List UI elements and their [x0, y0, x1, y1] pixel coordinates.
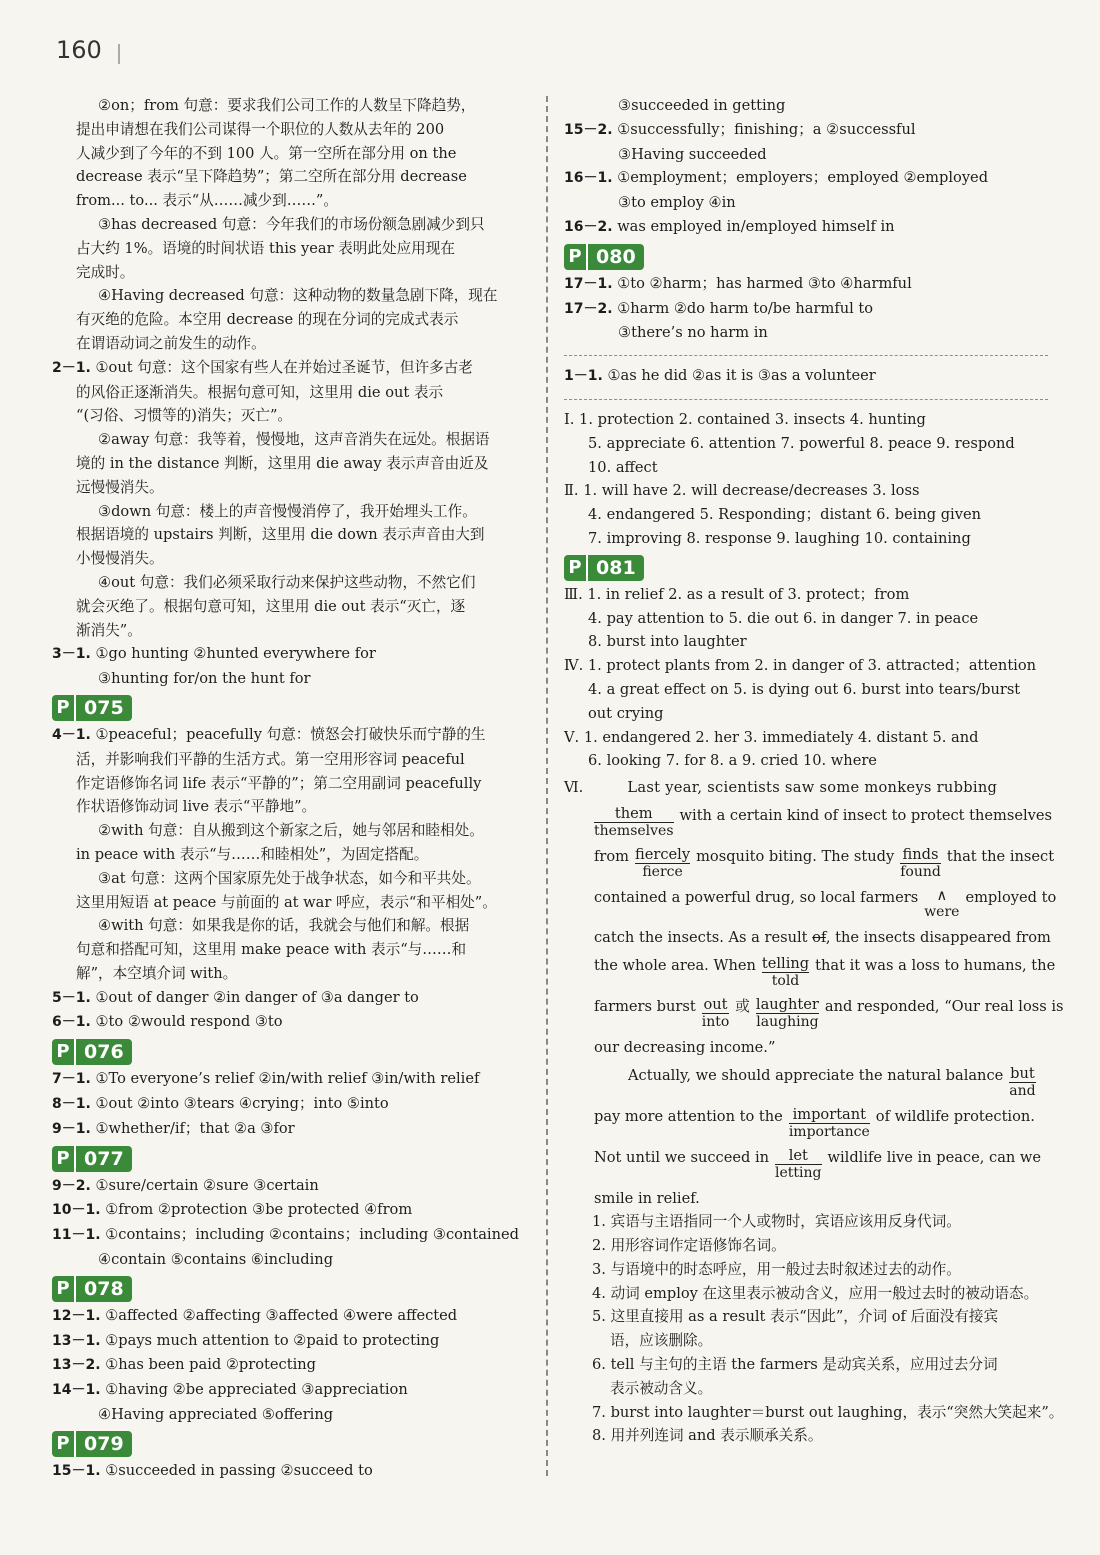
- original-word: them: [594, 805, 674, 823]
- answer-line: ②away 句意：我等着，慢慢地，这声音消失在远处。根据语: [98, 431, 490, 449]
- essay-text: the whole area. When: [594, 957, 756, 975]
- answer-line: 人减少到了今年的不到 100 人。第一空所在部分用 on the: [76, 144, 457, 162]
- left-column: [52, 94, 528, 1484]
- answer-line: 根据语境的 upstairs 判断，这里用 die down 表示声音由大到: [76, 526, 485, 544]
- answer-line: [52, 1223, 528, 1248]
- answer-line: 句意和搭配可知，这里用 make peace with 表示“与……和: [76, 941, 467, 959]
- answer-line: ③there’s no harm in: [618, 324, 768, 342]
- answer-text: ①affected ②affecting ③affected ④were affected: [105, 1306, 458, 1324]
- badge-p-icon: P: [52, 1146, 74, 1172]
- badge-p-icon: P: [564, 244, 586, 270]
- exercise-line: Ⅲ. 1. in relief 2. as a result of 3. protect；from: [564, 585, 910, 603]
- answer-line: [52, 723, 528, 748]
- original-word: out: [703, 996, 728, 1014]
- answer-text: ①to ②would respond ③to: [95, 1013, 283, 1031]
- original-word: finds: [900, 846, 941, 864]
- question-number: 4－1.: [52, 726, 91, 743]
- exercise-line: 8. burst into laughter: [588, 633, 747, 651]
- answer-line: [52, 1010, 528, 1035]
- answer-line: ③to employ ④in: [618, 194, 736, 212]
- corrected-word: found: [900, 864, 941, 881]
- explanation-line: 表示被动含义。: [610, 1379, 713, 1397]
- correction: [702, 996, 730, 1031]
- answer-line: [564, 364, 1038, 389]
- question-number: 16－1.: [564, 170, 613, 187]
- essay-text: our decreasing income.”: [594, 1039, 776, 1057]
- question-number: 10－1.: [52, 1202, 101, 1219]
- badge-p-icon: P: [52, 695, 74, 721]
- answer-text: ①from ②protection ③be protected ④from: [105, 1201, 413, 1219]
- insert-caret-icon: ∧: [936, 887, 948, 905]
- answer-text: was employed in/employed himself in: [617, 217, 895, 235]
- page-badge-081: [564, 555, 644, 581]
- answer-line: [52, 1378, 528, 1403]
- answer-text: ①has been paid ②protecting: [105, 1356, 316, 1374]
- question-number: 1－1.: [564, 368, 603, 385]
- section-divider: [564, 355, 1048, 356]
- answer-line: [52, 1459, 528, 1484]
- answer-line: 境的 in the distance 判断，这里用 die away 表示声音由近及: [76, 454, 489, 472]
- correction: [762, 955, 809, 990]
- essay-line: [594, 996, 1064, 1031]
- question-number: 12－1.: [52, 1307, 101, 1324]
- explanation-line: 2. 用形容词作定语修饰名词。: [592, 1236, 786, 1254]
- badge-number: 076: [74, 1039, 132, 1065]
- answer-line: [52, 986, 528, 1011]
- essay-line: [594, 846, 1055, 881]
- answer-line: in peace with 表示“与……和睦相处”，为固定搭配。: [76, 845, 429, 863]
- answer-text: ①out 句意：这个国家有些人在并始过圣诞节，但许多古老: [95, 358, 473, 376]
- answer-line: 远慢慢消失。: [76, 478, 164, 496]
- answer-line: ③hunting for/on the hunt for: [98, 670, 311, 688]
- essay-line: [594, 1188, 1038, 1210]
- badge-number: 078: [74, 1276, 132, 1302]
- answer-line: 在谓语动词之前发生的动作。: [76, 334, 266, 352]
- original-word: laughter: [755, 996, 819, 1014]
- answer-line: ④Having decreased 句意：这种动物的数量急剧下降，现在: [98, 287, 498, 305]
- essay-line: [594, 927, 1051, 949]
- page-badge-076: [52, 1039, 132, 1065]
- answer-text: ①sure/certain ②sure ③certain: [95, 1176, 319, 1194]
- exercise-line: 5. appreciate 6. attention 7. powerful 8. peace 9. respond: [588, 434, 1015, 452]
- correction: [756, 996, 819, 1031]
- error-correction-essay: [564, 777, 1064, 1210]
- question-number: 15－1.: [52, 1462, 101, 1479]
- page-badge-079: [52, 1431, 132, 1457]
- answer-line: 占大约 1%。语境的时间状语 this year 表明此处应用现在: [76, 239, 455, 257]
- section-divider: [564, 399, 1048, 400]
- answer-line: [52, 1174, 528, 1199]
- answer-line: ③has decreased 句意：今年我们的市场份额急剧减少到只: [98, 215, 485, 233]
- corrected-word: into: [701, 1014, 730, 1031]
- badge-p-icon: P: [52, 1431, 74, 1457]
- essay-text: of wildlife protection.: [875, 1108, 1035, 1126]
- correction: [789, 1106, 870, 1141]
- explanation-line: 3. 与语境中的时态呼应，用一般过去时叙述过去的动作。: [592, 1260, 961, 1278]
- essay-line: [564, 777, 1038, 799]
- answer-line: 这里用短语 at peace 与前面的 at war 呼应，表示“和平相处”。: [76, 893, 497, 911]
- answer-line: ③at 句意：这两个国家原先处于战争状态，如今和平共处。: [98, 869, 481, 887]
- exercise-line: Ⅰ. 1. protection 2. contained 3. insects 4. hunting: [564, 410, 926, 428]
- essay-text: wildlife live in peace, can we: [827, 1149, 1042, 1167]
- question-number: 17－2.: [564, 300, 613, 317]
- badge-p-icon: P: [52, 1276, 74, 1302]
- explanation-line: 语，应该删除。: [610, 1332, 713, 1350]
- answer-line: decrease 表示“呈下降趋势”；第二空所在部分用 decrease: [76, 168, 467, 186]
- page-badge-075: [52, 695, 132, 721]
- answer-text: ①contains；including ②contains；including ③contained: [105, 1226, 519, 1244]
- essay-text: Actually, we should appreciate the natural balance: [628, 1067, 1004, 1085]
- answer-line: ④Having appreciated ⑤offering: [98, 1406, 334, 1424]
- answer-line: [52, 642, 528, 667]
- correction: [900, 846, 941, 881]
- answer-line: [52, 1067, 528, 1092]
- answer-line: 小慢慢消失。: [76, 550, 164, 568]
- answer-line: ④contain ⑤contains ⑥including: [98, 1251, 334, 1269]
- badge-p-icon: P: [564, 555, 586, 581]
- answer-line: ③down 句意：楼上的声音慢慢消停了，我开始埋头工作。: [98, 502, 477, 520]
- exercise-line: Ⅱ. 1. will have 2. will decrease/decreases 3. loss: [564, 482, 920, 500]
- explanation-line: 5. 这里直接用 as a result 表示“因此”，介词 of 后面没有接宾: [592, 1308, 999, 1326]
- essay-text: from: [594, 848, 630, 866]
- question-number: 2－1.: [52, 359, 91, 376]
- badge-p-icon: P: [52, 1039, 74, 1065]
- question-number: 15－2.: [564, 121, 613, 138]
- corrected-word: themselves: [594, 823, 674, 840]
- question-number: 13－1.: [52, 1332, 101, 1349]
- answer-text: ①as he did ②as it is ③as a volunteer: [607, 367, 876, 385]
- answer-text: ①peaceful；peacefully 句意：愤怒会打破快乐而宁静的生: [95, 725, 486, 743]
- corrected-word: fierce: [642, 864, 683, 881]
- column-divider: [546, 96, 548, 1476]
- answer-text: ①to ②harm；has harmed ③to ④harmful: [617, 274, 912, 292]
- answer-line: from... to... 表示“从……减少到……”。: [76, 192, 338, 210]
- answer-text: ①out of danger ②in danger of ③a danger to: [95, 988, 419, 1006]
- corrected-word: letting: [775, 1165, 822, 1182]
- or-mark: 或: [735, 998, 750, 1016]
- exercise-line: 4. endangered 5. Responding；distant 6. being given: [588, 506, 982, 524]
- section-mark: Ⅵ.: [564, 779, 584, 797]
- original-word: telling: [761, 955, 810, 973]
- explanation-line: 1. 宾语与主语指同一个人或物时，宾语应该用反身代词。: [592, 1213, 961, 1231]
- right-column: [564, 94, 1064, 1448]
- essay-text: Last year, scientists saw some monkeys rubbing: [627, 779, 998, 797]
- page-badge-078: [52, 1276, 132, 1302]
- correction: [635, 846, 690, 881]
- question-number: 3－1.: [52, 646, 91, 663]
- page-number: 160: [56, 36, 102, 64]
- answer-text: ①To everyone’s relief ②in/with relief ③in/with relief: [95, 1070, 480, 1088]
- answer-line: [52, 1329, 528, 1354]
- answer-line: [564, 297, 1038, 322]
- answer-line: [52, 356, 528, 381]
- correction: [594, 805, 674, 840]
- essay-text: that the insect: [946, 848, 1055, 866]
- answer-line: [564, 166, 1038, 191]
- answer-text: ①harm ②do harm to/be harmful to: [617, 299, 874, 317]
- essay-text: with a certain kind of insect to protect themselves: [679, 807, 1053, 825]
- answer-line: ③Having succeeded: [618, 145, 767, 163]
- essay-line: [594, 805, 1053, 840]
- answer-line: 提出申请想在我们公司谋得一个职位的人数从去年的 200: [76, 120, 445, 138]
- answer-line: [564, 118, 1038, 143]
- question-number: 9－1.: [52, 1120, 91, 1137]
- answer-text: ①successfully；finishing；a ②successful: [617, 120, 916, 138]
- essay-line: [594, 955, 1056, 990]
- correction: [775, 1147, 821, 1182]
- explanation-line: 6. tell 与主句的主语 the farmers 是动宾关系，应用过去分词: [592, 1355, 998, 1373]
- answer-line: [564, 272, 1038, 297]
- essay-text: catch the insects. As a result: [594, 929, 808, 947]
- essay-text: and responded, “Our real loss is: [824, 998, 1064, 1016]
- essay-text: smile in relief.: [594, 1190, 700, 1208]
- exercise-line: 4. pay attention to 5. die out 6. in danger 7. in peace: [588, 609, 979, 627]
- corrected-word: and: [1009, 1083, 1036, 1100]
- exercise-line: 10. affect: [588, 458, 658, 476]
- exercise-line: Ⅳ. 1. protect plants from 2. in danger of 3. attracted；attention: [564, 657, 1037, 675]
- corrected-word: told: [771, 973, 800, 990]
- answer-line: [52, 1092, 528, 1117]
- question-number: 16－2.: [564, 218, 613, 235]
- explanation-line: 4. 动词 employ 在这里表示被动含义，应用一般过去时的被动语态。: [592, 1284, 1039, 1302]
- essay-text: , the insects disappeared from: [825, 929, 1051, 947]
- essay-text: Not until we succeed in: [594, 1149, 770, 1167]
- essay-line: [628, 1065, 1038, 1100]
- badge-number: 081: [586, 555, 644, 581]
- essay-text: pay more attention to the: [594, 1108, 783, 1126]
- exercise-line: 4. a great effect on 5. is dying out 6. burst into tears/burst: [588, 680, 1021, 698]
- explanation-line: 8. 用并列连词 and 表示顺承关系。: [592, 1427, 823, 1445]
- answer-line: 解”，本空填介词 with。: [76, 964, 238, 982]
- essay-text: that it was a loss to humans, the: [815, 957, 1056, 975]
- answer-line: “(习俗、习惯等的)消失；灭亡”。: [76, 407, 293, 425]
- question-number: 8－1.: [52, 1096, 91, 1113]
- answer-text: ①having ②be appreciated ③appreciation: [105, 1381, 408, 1399]
- original-word: important: [789, 1106, 870, 1124]
- exercise-line: out crying: [588, 704, 664, 722]
- essay-text: mosquito biting. The study: [696, 848, 895, 866]
- question-number: 6－1.: [52, 1014, 91, 1031]
- exercise-line: Ⅴ. 1. endangered 2. her 3. immediately 4. distant 5. and: [564, 728, 979, 746]
- question-number: 9－2.: [52, 1177, 91, 1194]
- answer-text: ①whether/if；that ②a ③for: [95, 1119, 295, 1137]
- question-number: 11－1.: [52, 1227, 101, 1244]
- answer-line: 活，并影响我们平静的生活方式。第一空用形容词 peaceful: [76, 750, 465, 768]
- badge-number: 075: [74, 695, 132, 721]
- answer-line: 的风俗正逐渐消失。根据句意可知，这里用 die out 表示: [76, 383, 444, 401]
- correction: [1009, 1065, 1035, 1100]
- inserted-word: were: [924, 904, 960, 921]
- answer-text: ①go hunting ②hunted everywhere for: [95, 645, 376, 663]
- essay-line: [594, 1106, 1038, 1141]
- answer-line: [52, 1353, 528, 1378]
- essay-text: employed to: [965, 889, 1057, 907]
- answer-text: ①pays much attention to ②paid to protecting: [105, 1331, 440, 1349]
- question-number: 7－1.: [52, 1071, 91, 1088]
- corrected-word: importance: [788, 1124, 870, 1141]
- answer-line: [52, 1304, 528, 1329]
- badge-number: 080: [586, 244, 644, 270]
- page-number-divider: [118, 44, 120, 64]
- correction: [924, 887, 959, 921]
- exercise-line: 6. looking 7. for 8. a 9. cried 10. where: [588, 752, 877, 770]
- page-badge-077: [52, 1146, 132, 1172]
- original-word: fiercely: [635, 846, 691, 864]
- question-number: 14－1.: [52, 1382, 101, 1399]
- exercise-line: 7. improving 8. response 9. laughing 10. containing: [588, 529, 971, 547]
- essay-line: [594, 887, 1057, 921]
- answer-text: ①out ②into ③tears ④crying；into ⑤into: [95, 1095, 389, 1113]
- answer-line: 就会灭绝了。根据句意可知，这里用 die out 表示“灭亡，逐: [76, 597, 466, 615]
- explanation-line: 7. burst into laughter＝burst out laughing，表示“突然大笑起来”。: [592, 1403, 1064, 1421]
- essay-text: farmers burst: [594, 998, 696, 1016]
- question-number: 13－2.: [52, 1357, 101, 1374]
- question-number: 17－1.: [564, 275, 613, 292]
- essay-line: [594, 1147, 1042, 1182]
- badge-number: 077: [74, 1146, 132, 1172]
- answer-line: ③succeeded in getting: [618, 97, 786, 114]
- corrected-word: laughing: [756, 1014, 819, 1031]
- badge-number: 079: [74, 1431, 132, 1457]
- answer-line: ②on；from 句意：要求我们公司工作的人数呈下降趋势，: [98, 97, 476, 114]
- essay-text: contained a powerful drug, so local farmers: [594, 889, 919, 907]
- answer-text: ①employment；employers；employed ②employed: [617, 169, 989, 187]
- original-word: but: [1010, 1065, 1035, 1083]
- answer-line: 有灭绝的危险。本空用 decrease 的现在分词的完成式表示: [76, 311, 459, 329]
- answer-text: ①succeeded in passing ②succeed to: [105, 1461, 373, 1479]
- answer-line: [564, 215, 1038, 240]
- answer-line: ④out 句意：我们必须采取行动来保护这些动物，不然它们: [98, 573, 476, 591]
- essay-line: [594, 1037, 1038, 1059]
- answer-line: 作状语修饰动词 live 表示“平静地”。: [76, 798, 317, 816]
- answer-line: [52, 1117, 528, 1142]
- page-badge-080: [564, 244, 644, 270]
- deleted-word: of: [812, 929, 826, 947]
- question-number: 5－1.: [52, 989, 91, 1006]
- answer-line: ②with 句意：自从搬到这个新家之后，她与邻居和睦相处。: [98, 822, 484, 840]
- original-word: let: [775, 1147, 821, 1165]
- answer-line: 渐消失”。: [76, 621, 142, 639]
- answer-line: ④with 句意：如果我是你的话，我就会与他们和解。根据: [98, 917, 470, 935]
- answer-line: [52, 1198, 528, 1223]
- answer-line: 作定语修饰名词 life 表示“平静的”；第二空用副词 peacefully: [76, 774, 482, 792]
- answer-line: 完成时。: [76, 263, 135, 281]
